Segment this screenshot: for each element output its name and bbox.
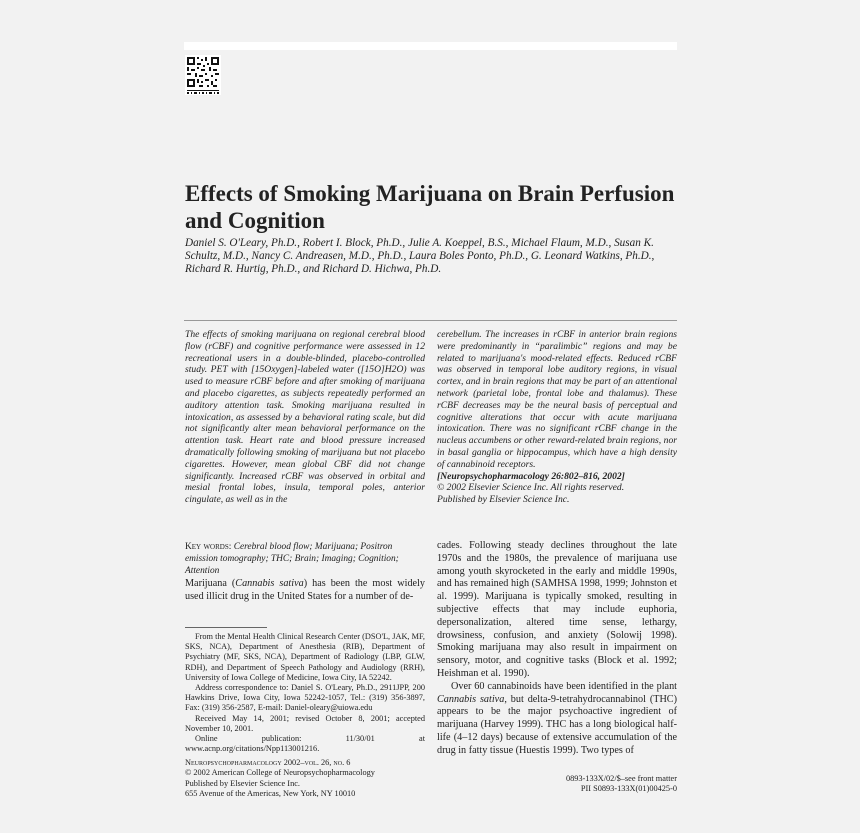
header-bar — [184, 42, 677, 50]
abstract-text-left: The effects of smoking marijuana on regional cerebral blood flow (rCBF) and cognitive performance were assessed in 12 recreational users in a double-blinded, placebo-controlled study. PET with [15Oxygen]-labeled water ([15O]H2O) was used to measure rCBF before and after smoking of marijuana and placebo cigarettes, as subjects repeatedly performed an auditory attention task. Smoking marijuana resulted in intoxication, as assessed by a behavioral rating scale, but did not significantly alter mean behavioral performance on the attention task. Heart rate and blood pressure increased dramatically following smoking of marijuana but not placebo cigarettes. However, mean global CBF did not change significantly. Increased rCBF was observed in orbital and mesial frontal lobes, insula, temporal poles, anterior cingulate, as well as in the — [185, 329, 425, 506]
footer-pii: PII S0893-133X(01)00425-0 — [580, 784, 677, 794]
body-paragraph-prevalence: cades. Following steady declines throughout the late 1970s and the 1980s, the prevalence of marijuana use among youth skyrocketed in the early and middle 1990s, and has remained high (SAMHSA 1998, 1999; Johnston et al. 1999). Marijuana is typically smoked, resulting in subjective effects that may include euphoria, depersonalization, altered time sense, lethargy, drowsiness, confusion, and anxiety (Solowij 1998). Smoking marijuana may also result in impairment on sensory, motor, and cognitive tasks (Block et al. 1992; Heishman et al. 1990). — [437, 540, 677, 679]
author-list: Daniel S. O'Leary, Ph.D., Robert I. Block, Ph.D., Julie A. Koeppel, B.S., Michael Flaum, M.D., Susan K. Schultz, M.D., Nancy C. Andreasen, M.D., Ph.D., Laura Boles Ponto, Ph.D., G. Leonard Watkins, Ph.D., Richard R. Hurtig, Ph.D., and Richard D. Hichwa, Ph.D. — [185, 237, 655, 275]
page-footer-left — [185, 758, 485, 800]
keywords — [185, 541, 425, 577]
footnote-online: Online publication: 11/30/01 at www.acnp.org/citations/Npp113001216. — [185, 734, 425, 754]
body-paragraph-intro: Marijuana (Cannabis sativa) has been the most widely used illicit drug in the United States for a number of de- — [185, 578, 425, 602]
page-footer-right — [477, 774, 677, 795]
footer-publisher: Published by Elsevier Science Inc. — [185, 778, 300, 788]
body-column-left — [185, 578, 425, 604]
abstract-top-rule — [184, 320, 677, 321]
body-column-right — [437, 540, 677, 758]
body-paragraph-cannabinoids: Over 60 cannabinoids have been identified in the plant Cannabis sativa, but delta-9-tetrahydrocannabinol (THC) appears to be the major psychoactive ingredient of marijuana (Harvey 1999). THC has a long biological half-life (4–12 days) because of extensive accumulation of the drug in fatty tissue (Huestis 1999). Two types of — [437, 680, 677, 756]
footnote-address: Address correspondence to: Daniel S. O'Leary, Ph.D., 2911JPP, 200 Hawkins Drive, Iowa City, Iowa 52242-1057, Tel.: (319) 356-3897, Fax: (319) 356-2587, E-mail: Daniel-oleary@uiowa.edu — [185, 683, 425, 713]
footer-address: 655 Avenue of the Americas, New York, NY 10010 — [185, 789, 356, 799]
abstract-column-right — [437, 329, 677, 506]
footnote-received: Received May 14, 2001; revised October 8, 2001; accepted November 10, 2001. — [185, 713, 425, 733]
keywords-text: Cerebral blood flow; Marijuana; Positron emission tomography; THC; Brain; Imaging; Cognition; Attention — [185, 542, 399, 576]
abstract-column-left — [185, 329, 425, 506]
abstract-text-right: cerebellum. The increases in rCBF in anterior brain regions were predominantly in “paralimbic” regions and may be related to marijuana's mood-related effects. Reduced rCBF was observed in temporal lobe auditory regions, in visual cortex, and in brain regions that may be part of an attentional network (parietal lobe, frontal lobe and thalamus). These rCBF decreases may be the neural basis of perceptual and cognitive alterations that occur with acute marijuana intoxication. There was no significant rCBF change in the nucleus accumbens or other reward-related brain regions, nor in basal ganglia or hippocampus, which have a high density of cannabinoid receptors. — [437, 329, 677, 470]
abstract-publisher: Published by Elsevier Science Inc. — [437, 494, 570, 506]
abstract-citation: [Neuropsychopharmacology 26:802–816, 2002] — [437, 470, 625, 482]
footer-journal: Neuropsychopharmacology 2002–vol. 26, no. 6 — [185, 758, 351, 767]
paper-title: Effects of Smoking Marijuana on Brain Perfusion and Cognition — [185, 181, 675, 233]
footnotes — [185, 632, 425, 754]
barcode-icon — [185, 55, 221, 95]
footer-copyright: © 2002 American College of Neuropsychopharmacology — [185, 768, 375, 778]
footnote-affiliation: From the Mental Health Clinical Research Center (DSO'L, JAK, MF, SKS, NCA), Department of Anesthesia (RIB), Department of Psychiatry (MF, SKS, NCA), Department of Radiology (LBP, GLW, RDH), and Department of Speech Pathology and Audiology (RRH), University of Iowa College of Medicine, Iowa City, IA 52242. — [185, 632, 425, 682]
keywords-label: Key words: — [185, 542, 232, 552]
footer-issn: 0893-133X/02/$–see front matter — [565, 774, 677, 783]
footnote-rule — [185, 627, 267, 628]
abstract-copyright: © 2002 Elsevier Science Inc. All rights reserved. — [437, 482, 625, 494]
